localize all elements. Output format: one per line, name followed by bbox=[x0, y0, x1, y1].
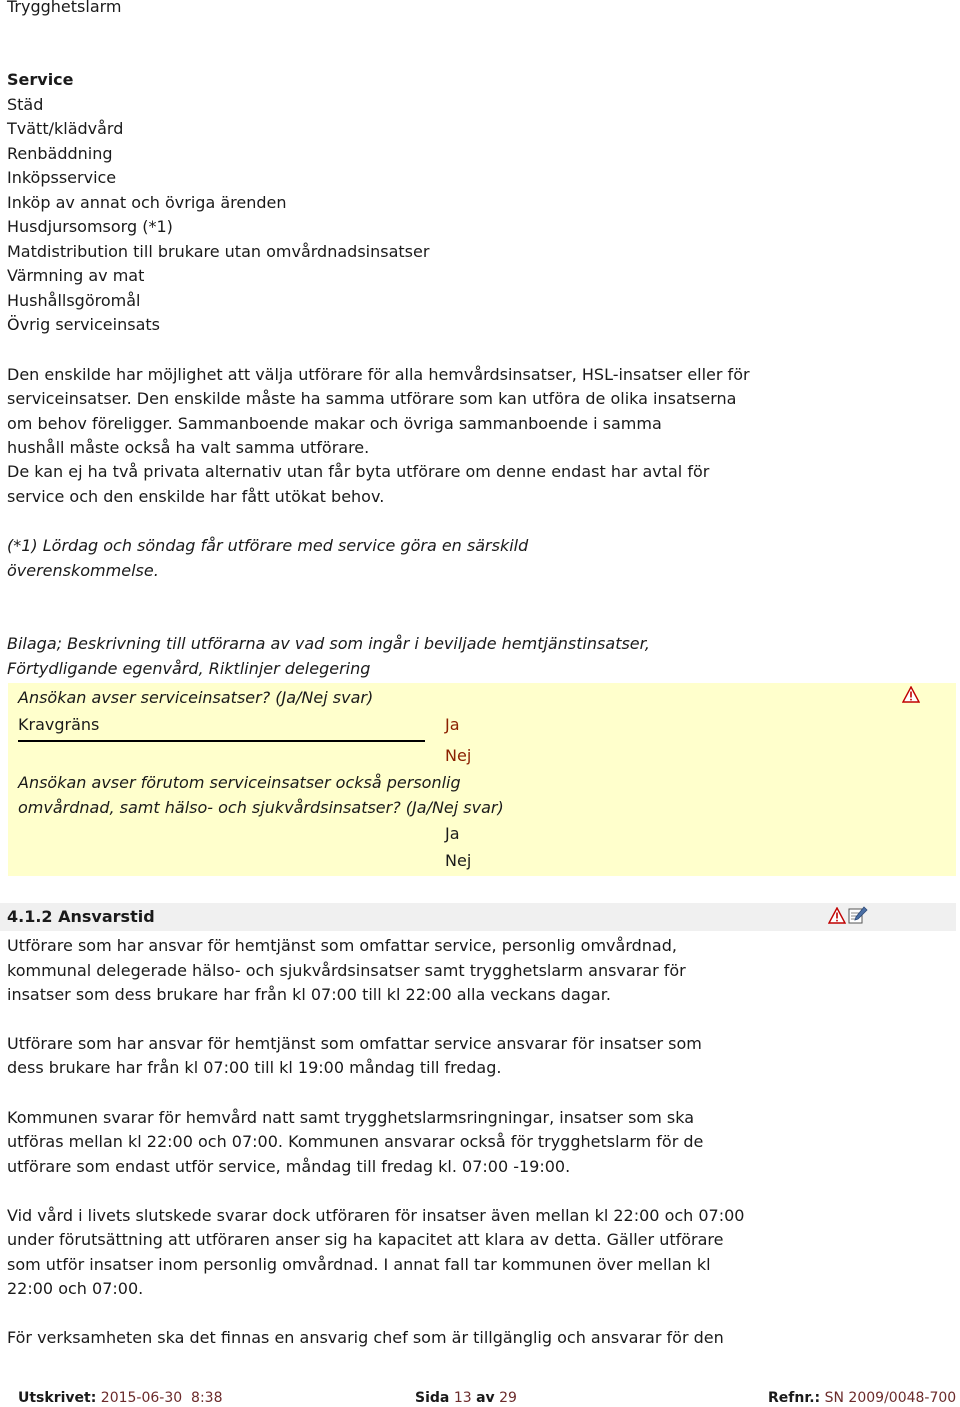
body-text-line: om behov föreligger. Sammanboende makar och övriga sammanboende i samma bbox=[7, 414, 662, 433]
service-item: Värmning av mat bbox=[7, 266, 145, 285]
body-text-line: dess brukare har från kl 07:00 till kl 19:00 måndag till fredag. bbox=[7, 1058, 502, 1077]
footer-page-label: Sida bbox=[415, 1390, 450, 1406]
footer-page-of: av bbox=[476, 1390, 495, 1406]
body-text-line: under förutsättning att utföraren anser sig ha kapacitet att klara av detta. Gäller utförare bbox=[7, 1230, 724, 1249]
answer-no[interactable]: Nej bbox=[445, 746, 472, 765]
attachment-line: Förtydligande egenvård, Riktlinjer delegering bbox=[7, 659, 371, 678]
warning-icon[interactable] bbox=[902, 686, 920, 703]
attachment-line: Bilaga; Beskrivning till utförarna av vad som ingår i beviljade hemtjänstinsatser, bbox=[7, 634, 650, 653]
service-item: Renbäddning bbox=[7, 144, 113, 163]
kravgrans-label: Kravgräns bbox=[18, 715, 100, 734]
footer-printed bbox=[18, 1389, 222, 1407]
service-heading: Service bbox=[7, 70, 74, 89]
service-item: Övrig serviceinsats bbox=[7, 315, 160, 334]
body-text-line: hushåll måste också ha valt samma utförare. bbox=[7, 438, 370, 457]
footnote-line: (*1) Lördag och söndag får utförare med service göra en särskild bbox=[7, 536, 529, 555]
warning-icon[interactable] bbox=[828, 907, 846, 924]
body-text-line: 22:00 och 07:00. bbox=[7, 1279, 144, 1298]
service-item: Inköp av annat och övriga ärenden bbox=[7, 193, 287, 212]
answer-yes[interactable]: Ja bbox=[445, 824, 460, 843]
answer-no[interactable]: Nej bbox=[445, 851, 472, 870]
question-personlig-line1: Ansökan avser förutom serviceinsatser också personlig bbox=[18, 773, 461, 792]
service-item: Hushållsgöromål bbox=[7, 291, 141, 310]
body-text-line: utförare som endast utför service, måndag till fredag kl. 07:00 -19:00. bbox=[7, 1157, 571, 1176]
service-item: Husdjursomsorg (*1) bbox=[7, 217, 173, 236]
question-personlig-line2: omvårdnad, samt hälso- och sjukvårdsinsatser? (Ja/Nej svar) bbox=[18, 798, 504, 817]
body-text-line: Kommunen svarar för hemvård natt samt trygghetslarmsringningar, insatser som ska bbox=[7, 1108, 695, 1127]
body-text-line: Vid vård i livets slutskede svarar dock utföraren för insatser även mellan kl 22:00 och 07:00 bbox=[7, 1206, 745, 1225]
body-text-line: kommunal delegerade hälso- och sjukvårdsinsatser samt trygghetslarm ansvarar för bbox=[7, 961, 686, 980]
body-text-line: som utför insatser inom personlig omvårdnad. I annat fall tar kommunen över mellan kl bbox=[7, 1255, 711, 1274]
body-text-line: Utförare som har ansvar för hemtjänst som omfattar service ansvarar för insatser som bbox=[7, 1034, 702, 1053]
body-text-line: Utförare som har ansvar för hemtjänst som omfattar service, personlig omvårdnad, bbox=[7, 936, 677, 955]
footer-ref-label: Refnr.: bbox=[768, 1390, 821, 1406]
body-text-line: Den enskilde har möjlighet att välja utförare för alla hemvårdsinsatser, HSL-insatser eller för bbox=[7, 365, 750, 384]
section-heading: 4.1.2 Ansvarstid bbox=[7, 907, 155, 926]
service-item: Inköpsservice bbox=[7, 168, 117, 187]
footnote-line: överenskommelse. bbox=[7, 561, 159, 580]
body-text-line: För verksamheten ska det finnas en ansvarig chef som är tillgänglig och ansvarar för den bbox=[7, 1328, 724, 1347]
body-text-line: service och den enskilde har fått utökat behov. bbox=[7, 487, 385, 506]
service-item: Tvätt/klädvård bbox=[7, 119, 124, 138]
body-text-line: De kan ej ha två privata alternativ utan får byta utförare om denne endast har avtal för bbox=[7, 462, 710, 481]
footer-page-total: 29 bbox=[499, 1390, 517, 1406]
footer-page bbox=[415, 1389, 517, 1407]
kravgrans-divider bbox=[18, 740, 425, 742]
document-title: Trygghetslarm bbox=[7, 0, 122, 16]
footer-ref-value: SN 2009/0048-700 bbox=[824, 1390, 957, 1406]
footer-ref bbox=[768, 1389, 956, 1407]
service-item: Matdistribution till brukare utan omvårdnadsinsatser bbox=[7, 242, 430, 261]
body-text-line: insatser som dess brukare har från kl 07:00 till kl 22:00 alla veckans dagar. bbox=[7, 985, 611, 1004]
footer-printed-label: Utskrivet: bbox=[18, 1390, 97, 1406]
service-item: Städ bbox=[7, 95, 44, 114]
question-serviceinsatser: Ansökan avser serviceinsatser? (Ja/Nej svar) bbox=[18, 688, 374, 707]
footer-printed-value: 2015-06-30 8:38 bbox=[100, 1390, 223, 1406]
body-text-line: serviceinsatser. Den enskilde måste ha samma utförare som kan utföra de olika insatserna bbox=[7, 389, 737, 408]
footer-page-number: 13 bbox=[453, 1390, 472, 1406]
answer-yes[interactable]: Ja bbox=[445, 715, 460, 734]
body-text-line: utföras mellan kl 22:00 och 07:00. Kommunen ansvarar också för trygghetslarm för de bbox=[7, 1132, 704, 1151]
edit-icon[interactable] bbox=[848, 906, 868, 925]
